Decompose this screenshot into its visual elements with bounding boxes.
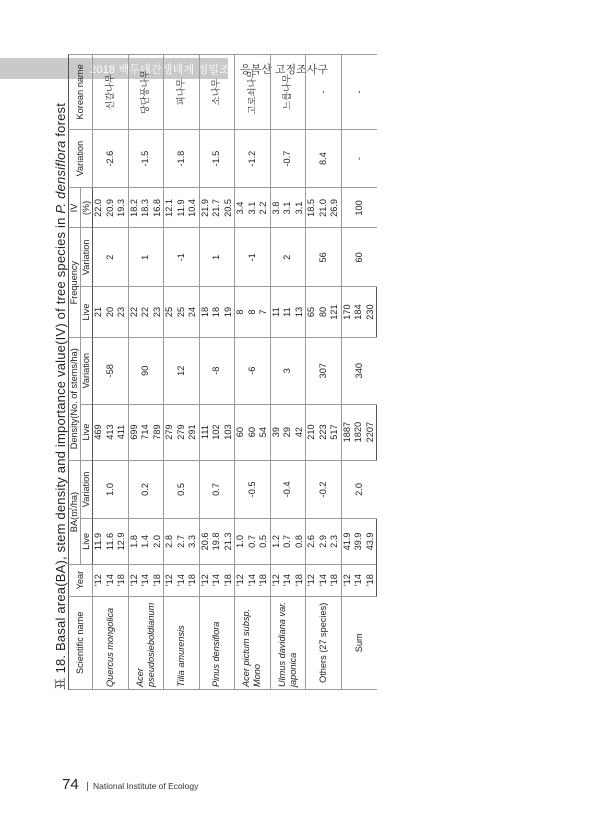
density-live-cell: 210 xyxy=(306,404,318,460)
density-live-cell: 291 xyxy=(187,404,199,460)
header-density-live: Live xyxy=(81,404,93,460)
ba-variation-cell: -0.4 xyxy=(270,460,306,519)
frequency-live-cell: 11 xyxy=(282,287,294,338)
species-name xyxy=(128,596,164,689)
ba-live-cell: 0.7 xyxy=(247,519,259,564)
table-row xyxy=(235,55,247,690)
year-cell: '12 xyxy=(341,564,353,596)
header-density-variation: Variation xyxy=(81,337,93,404)
density-live-cell: 103 xyxy=(223,404,235,460)
ba-live-cell: 20.6 xyxy=(199,519,211,564)
year-cell: '14 xyxy=(211,564,223,596)
frequency-variation-cell: 1 xyxy=(199,228,235,287)
footer-separator xyxy=(87,782,88,791)
header-frequency-live: Live xyxy=(81,287,93,338)
frequency-live-cell: 23 xyxy=(152,287,164,338)
korean-name-cell: 소나무 xyxy=(199,55,235,130)
frequency-variation-cell: 2 xyxy=(270,228,306,287)
iv-cell: 20.9 xyxy=(105,188,117,228)
iv-cell: 3.8 xyxy=(270,188,282,228)
iv-cell: 18.5 xyxy=(306,188,318,228)
ba-live-cell: 0.5 xyxy=(258,519,270,564)
korean-name-cell: 고로쇠나무 xyxy=(235,55,271,130)
iv-cell: 19.3 xyxy=(116,188,128,228)
density-live-cell: 60 xyxy=(247,404,259,460)
frequency-live-cell: 22 xyxy=(128,287,140,338)
species-name-text: Others (27 species) xyxy=(317,602,328,683)
species-name xyxy=(164,596,200,689)
header-korean-name: Korean name xyxy=(69,55,93,130)
species-name xyxy=(270,596,306,689)
year-cell: '12 xyxy=(93,564,105,596)
table-row xyxy=(199,55,211,690)
density-variation-cell: -8 xyxy=(199,337,235,404)
page-number: 74 xyxy=(62,776,79,793)
header-ba-live: Live xyxy=(81,519,93,564)
ba-live-cell: 2.3 xyxy=(329,519,341,564)
iv-cell: 20.5 xyxy=(223,188,235,228)
density-live-cell: 29 xyxy=(282,404,294,460)
frequency-live-cell: 13 xyxy=(294,287,306,338)
year-cell: '18 xyxy=(152,564,164,596)
ba-variation-cell: 0.5 xyxy=(164,460,200,519)
ba-variation-cell: 0.7 xyxy=(199,460,235,519)
species-name-text: Acer pictum subsp. Mono xyxy=(241,608,263,687)
density-live-cell: 714 xyxy=(140,404,152,460)
frequency-variation-cell: 60 xyxy=(341,228,377,287)
iv-cell: 3.1 xyxy=(294,188,306,228)
header-iv-variation: Variation xyxy=(69,129,93,188)
year-cell: '18 xyxy=(294,564,306,596)
year-cell: '14 xyxy=(247,564,259,596)
year-cell: '18 xyxy=(187,564,199,596)
iv-cell: 18.2 xyxy=(128,188,140,228)
header-iv: IV xyxy=(69,188,81,228)
data-table xyxy=(68,54,377,690)
ba-live-cell: 1.0 xyxy=(235,519,247,564)
frequency-variation-cell: -1 xyxy=(235,228,271,287)
frequency-live-cell: 7 xyxy=(258,287,270,338)
density-live-cell: 279 xyxy=(176,404,188,460)
frequency-live-cell: 22 xyxy=(140,287,152,338)
ba-live-cell: 1.4 xyxy=(140,519,152,564)
header-density: Density(No. of stems/ha) xyxy=(69,337,81,460)
year-cell: '14 xyxy=(176,564,188,596)
frequency-live-cell: 18 xyxy=(199,287,211,338)
section-title: 응복산 고정조사구 xyxy=(240,64,329,76)
year-cell: '12 xyxy=(199,564,211,596)
density-live-cell: 1820 xyxy=(353,404,365,460)
density-variation-cell: 307 xyxy=(306,337,342,404)
header-iv-unit: (%) xyxy=(81,188,93,228)
header-frequency: Frequency xyxy=(69,228,81,337)
frequency-live-cell: 21 xyxy=(93,287,105,338)
iv-variation-cell: -1.5 xyxy=(199,129,235,188)
year-cell: '12 xyxy=(270,564,282,596)
frequency-live-cell: 121 xyxy=(329,287,341,338)
year-cell: '18 xyxy=(223,564,235,596)
frequency-live-cell: 65 xyxy=(306,287,318,338)
iv-variation-cell: -2.6 xyxy=(93,129,129,188)
table-row xyxy=(306,55,318,690)
species-name xyxy=(199,596,235,689)
frequency-variation-cell: 1 xyxy=(128,228,164,287)
frequency-live-cell: 170 xyxy=(341,287,353,338)
header-scientific-name: Scientific name xyxy=(69,596,93,689)
density-variation-cell: 12 xyxy=(164,337,200,404)
density-live-cell: 54 xyxy=(258,404,270,460)
ba-live-cell: 11.6 xyxy=(105,519,117,564)
density-variation-cell: 340 xyxy=(341,337,377,404)
species-name-text: Sum xyxy=(353,633,364,653)
ba-live-cell: 2.7 xyxy=(176,519,188,564)
table-row xyxy=(93,55,105,690)
year-cell: '12 xyxy=(128,564,140,596)
density-variation-cell: -58 xyxy=(93,337,129,404)
frequency-variation-cell: 56 xyxy=(306,228,342,287)
ba-variation-cell: 2.0 xyxy=(341,460,377,519)
iv-variation-cell: -1.5 xyxy=(128,129,164,188)
table-row xyxy=(164,55,176,690)
ba-live-cell: 2.6 xyxy=(306,519,318,564)
iv-cell: 3.4 xyxy=(235,188,247,228)
frequency-live-cell: 8 xyxy=(235,287,247,338)
year-cell: '18 xyxy=(258,564,270,596)
frequency-variation-cell: -1 xyxy=(164,228,200,287)
iv-cell: 3.1 xyxy=(282,188,294,228)
table-caption xyxy=(50,103,69,690)
iv-cell: 12.1 xyxy=(164,188,176,228)
iv-cell: 3.1 xyxy=(247,188,259,228)
year-cell: '18 xyxy=(329,564,341,596)
ba-live-cell: 11.9 xyxy=(93,519,105,564)
rotated-table-area xyxy=(50,50,460,690)
iv-variation-cell: -1.8 xyxy=(164,129,200,188)
density-live-cell: 60 xyxy=(235,404,247,460)
density-live-cell: 279 xyxy=(164,404,176,460)
species-name xyxy=(341,596,377,689)
ba-live-cell: 21.3 xyxy=(223,519,235,564)
density-live-cell: 469 xyxy=(93,404,105,460)
ba-variation-cell: -0.2 xyxy=(306,460,342,519)
korean-name-cell: 느릅나무 xyxy=(270,55,306,130)
year-cell: '12 xyxy=(306,564,318,596)
ba-live-cell: 43.9 xyxy=(365,519,377,564)
iv-cell: 26.9 xyxy=(329,188,341,228)
ba-live-cell: 0.8 xyxy=(294,519,306,564)
korean-name-cell: - xyxy=(341,55,377,130)
year-cell: '14 xyxy=(105,564,117,596)
korean-name-cell: 당단풍나무 xyxy=(128,55,164,130)
density-variation-cell: 90 xyxy=(128,337,164,404)
ba-variation-cell: 0.2 xyxy=(128,460,164,519)
density-live-cell: 789 xyxy=(152,404,164,460)
density-variation-cell: -6 xyxy=(235,337,271,404)
table-row xyxy=(341,55,353,690)
frequency-live-cell: 25 xyxy=(164,287,176,338)
year-cell: '12 xyxy=(235,564,247,596)
ba-live-cell: 39.9 xyxy=(353,519,365,564)
density-live-cell: 111 xyxy=(199,404,211,460)
year-cell: '14 xyxy=(140,564,152,596)
report-title: 2018 백두대간생태계 정밀조사 xyxy=(90,64,241,76)
iv-variation-cell: -0.7 xyxy=(270,129,306,188)
frequency-live-cell: 25 xyxy=(176,287,188,338)
iv-cell: 100 xyxy=(341,188,377,228)
year-cell: '18 xyxy=(365,564,377,596)
header-ba: BA(㎡/ha) xyxy=(69,460,81,564)
species-name-text: Tilia amurensis xyxy=(175,625,186,687)
frequency-live-cell: 80 xyxy=(318,287,330,338)
density-live-cell: 517 xyxy=(329,404,341,460)
ba-live-cell: 12.9 xyxy=(116,519,128,564)
density-live-cell: 411 xyxy=(116,404,128,460)
frequency-live-cell: 20 xyxy=(105,287,117,338)
caption-prefix: 표 18. Basal area(BA), stem density and importance value(IV) of tree species in xyxy=(53,213,68,690)
density-live-cell: 1887 xyxy=(341,404,353,460)
year-cell: '12 xyxy=(164,564,176,596)
publisher-name: National Institute of Ecology xyxy=(93,781,199,791)
ba-live-cell: 1.8 xyxy=(128,519,140,564)
ba-live-cell: 41.9 xyxy=(341,519,353,564)
header-ba-variation: Variation xyxy=(81,460,93,519)
year-cell: '14 xyxy=(282,564,294,596)
caption-species: P. densiflora xyxy=(53,140,68,214)
frequency-live-cell: 8 xyxy=(247,287,259,338)
table-body xyxy=(93,55,377,690)
density-variation-cell: 3 xyxy=(270,337,306,404)
density-live-cell: 102 xyxy=(211,404,223,460)
year-cell: '14 xyxy=(353,564,365,596)
species-name-text: Acer pseudosieboldianum xyxy=(134,602,156,687)
iv-variation-cell: -1.2 xyxy=(235,129,271,188)
species-name xyxy=(93,596,129,689)
korean-name-cell: 신갈나무 xyxy=(93,55,129,130)
density-live-cell: 413 xyxy=(105,404,117,460)
iv-cell: 18.3 xyxy=(140,188,152,228)
iv-cell: 2.2 xyxy=(258,188,270,228)
frequency-live-cell: 184 xyxy=(353,287,365,338)
frequency-variation-cell: 2 xyxy=(93,228,129,287)
iv-cell: 21.7 xyxy=(211,188,223,228)
ba-live-cell: 2.8 xyxy=(164,519,176,564)
korean-name-cell: 피나무 xyxy=(164,55,200,130)
frequency-live-cell: 24 xyxy=(187,287,199,338)
density-live-cell: 699 xyxy=(128,404,140,460)
caption-suffix: forest xyxy=(53,102,68,141)
iv-variation-cell: - xyxy=(341,129,377,188)
ba-variation-cell: 1.0 xyxy=(93,460,129,519)
species-name xyxy=(235,596,271,689)
table-row xyxy=(128,55,140,690)
year-cell: '18 xyxy=(116,564,128,596)
iv-cell: 21.9 xyxy=(199,188,211,228)
density-live-cell: 2207 xyxy=(365,404,377,460)
iv-cell: 22.0 xyxy=(93,188,105,228)
ba-live-cell: 3.3 xyxy=(187,519,199,564)
header-year: Year xyxy=(69,564,93,596)
frequency-live-cell: 230 xyxy=(365,287,377,338)
species-name-text: Ulmus davidiana var. japonica xyxy=(276,601,298,687)
iv-cell: 11.9 xyxy=(176,188,188,228)
table-row xyxy=(270,55,282,690)
ba-variation-cell: -0.5 xyxy=(235,460,271,519)
ba-live-cell: 19.8 xyxy=(211,519,223,564)
iv-cell: 16.8 xyxy=(152,188,164,228)
iv-variation-cell: 8.4 xyxy=(306,129,342,188)
species-name-text: Pinus densiflora xyxy=(211,621,222,687)
frequency-live-cell: 19 xyxy=(223,287,235,338)
ba-live-cell: 1.2 xyxy=(270,519,282,564)
frequency-live-cell: 18 xyxy=(211,287,223,338)
density-live-cell: 223 xyxy=(318,404,330,460)
density-live-cell: 39 xyxy=(270,404,282,460)
year-cell: '14 xyxy=(318,564,330,596)
ba-live-cell: 2.0 xyxy=(152,519,164,564)
iv-cell: 10.4 xyxy=(187,188,199,228)
density-live-cell: 42 xyxy=(294,404,306,460)
species-name xyxy=(306,596,342,689)
korean-name-cell: - xyxy=(306,55,342,130)
frequency-live-cell: 11 xyxy=(270,287,282,338)
header-frequency-variation: Variation xyxy=(81,228,93,287)
frequency-live-cell: 23 xyxy=(116,287,128,338)
species-name-text: Quercus mongolica xyxy=(104,607,115,687)
ba-live-cell: 0.7 xyxy=(282,519,294,564)
ba-live-cell: 2.9 xyxy=(318,519,330,564)
iv-cell: 21.0 xyxy=(318,188,330,228)
